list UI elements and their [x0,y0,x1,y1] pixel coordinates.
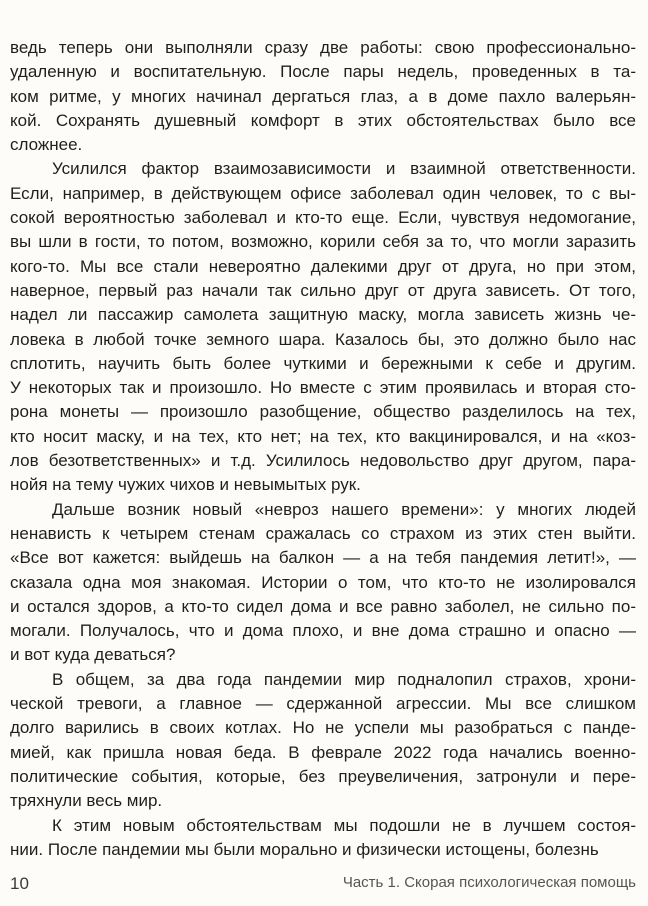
text-line: ческой тревоги, а главное — сдержанной агрессии. Мы все слишком [10,694,636,714]
running-title: Часть 1. Скорая психологическая помощь [342,874,636,891]
text-line: Если, например, в действующем офисе заболевал один человек, то с вы- [10,183,636,203]
text-line: рона монеты — произошло разобщение, общество разделилось на тех, [10,402,636,422]
text-line: ком ритме, у многих начинал дергаться глаз, а в доме пахло валерьян- [10,86,636,106]
text-line: Дальше возник новый «невроз нашего времени»: у многих людей [52,499,636,519]
text-line: Усилился фактор взаимозависимости и взаимной ответственности. [52,159,636,179]
page-body-text [10,36,636,862]
text-line: политические события, которые, без преувеличения, затронули и пере- [10,766,636,786]
text-line: кой. Сохранять душевный комфорт в этих обстоятельствах было все [10,110,636,130]
text-line: и вот куда деваться? [10,645,176,665]
text-line: мией, как пришла новая беда. В феврале 2022 года начались военно- [10,742,636,762]
text-line: долго варились в своих котлах. Но не успели мы разобраться с панде- [10,718,636,738]
text-line: ведь теперь они выполняли сразу две работы: свою профессионально- [10,38,636,57]
text-line: нойя на тему чужих чихов и невымытых рук. [10,475,361,495]
text-line: могали. Получалось, что и дома плохо, и вне дома страшно и опасно — [10,621,636,641]
text-line: наверное, первый раз начали так сильно друг от друга зависеть. От того, [10,280,636,300]
text-line: ловека в любой точке земного шара. Казалось бы, это должно было нас [10,329,636,349]
text-line: надел ли пассажир самолета защитную маску, могла зависеть жизнь че- [10,305,636,325]
text-line: ненависть к четырем стенам сражалась со страхом из этих стен выйти. [10,523,636,543]
text-line: сплотить, научить быть более чуткими и бережными к себе и другим. [10,353,636,373]
text-line: тряхнули весь мир. [10,791,163,811]
text-line: и остался здоров, а кто-то сидел дома и все равно заболел, не сильно по- [10,596,636,616]
text-line: кто носит маску, и на тех, кто нет; на тех, кто вакцинировался, и на «коз- [10,426,636,446]
text-line: нии. После пандемии мы были морально и физически истощены, болезнь [10,839,599,859]
text-line: сокой вероятностью заболевал и кто-то еще. Если, чувствуя недомогание, [10,208,636,228]
text-line: К этим новым обстоятельствам мы подошли не в лучшем состоя- [52,815,636,835]
text-line: вы шли в гости, то потом, возможно, корили себя за то, что могли заразить [10,232,636,252]
text-line: кого-то. Мы все стали невероятно далекими друг от друга, но при этом, [10,256,636,276]
text-line: У некоторых так и произошло. Но вместе с этим проявилась и вторая сто- [10,378,636,398]
text-line: «Все вот кажется: выйдешь на балкон — а на тебя пандемия летит!», — [10,548,636,568]
text-line: лов безответственных» и т.д. Усилилось недовольство друг другом, пара- [10,451,636,471]
text-line: удаленную и воспитательную. После пары недель, проведенных в та- [10,62,636,82]
text-line: сложнее. [10,135,83,155]
text-line: сказала одна моя знакомая. Истории о том, что кто-то не изолировался [10,572,636,592]
page-number: 10 [10,874,29,893]
page-footer [10,874,636,896]
text-line: В общем, за два года пандемии мир подналопил страхов, хрони- [52,669,636,689]
